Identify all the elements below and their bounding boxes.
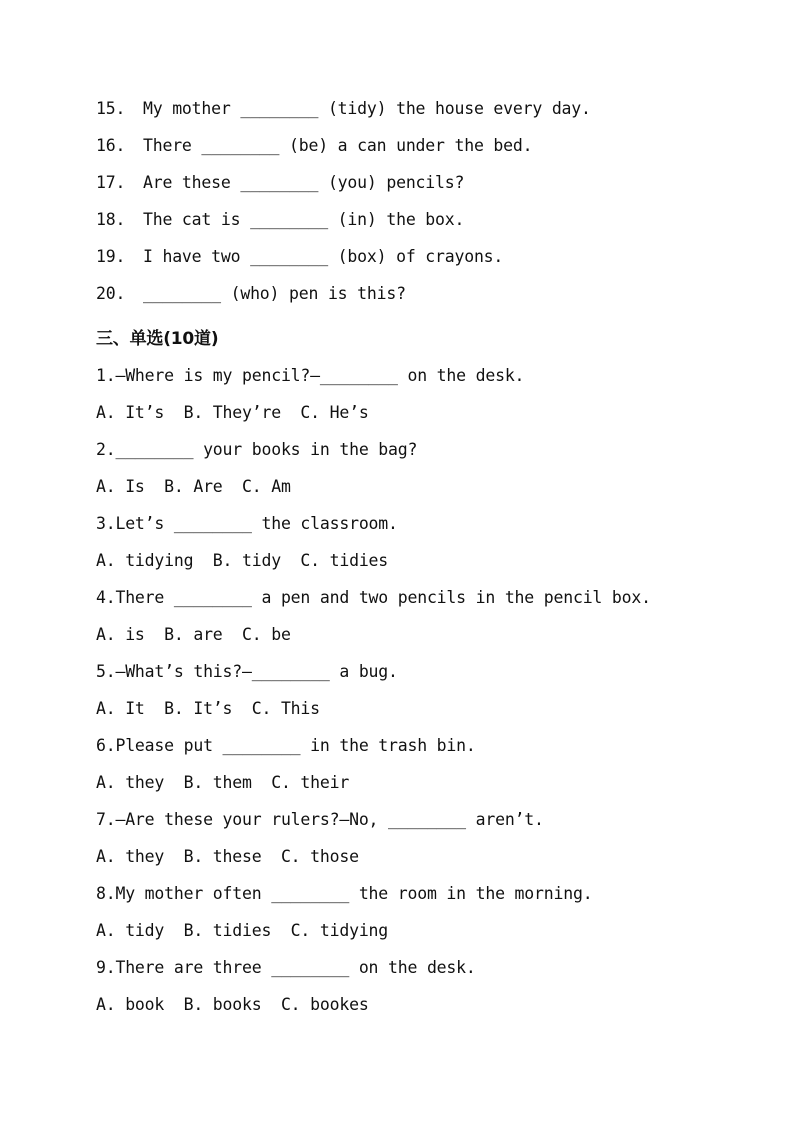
choice-question-5: 5.—What’s this?—________ a bug. — [96, 662, 398, 681]
item-number: 15. — [96, 99, 126, 118]
choice-question-4: 4.There ________ a pen and two pencils in the pencil box. — [96, 588, 651, 607]
item-text: ________ (who) pen is this? — [143, 284, 406, 303]
item-number: 18. — [96, 210, 126, 229]
choice-options-5: A. It B. It’s C. This — [96, 699, 320, 718]
fill-in-item-19 — [96, 242, 716, 279]
choice-options-7: A. they B. these C. those — [96, 847, 359, 866]
section-title: 三、单选(10道) — [96, 329, 219, 349]
choice-question-2: 2.________ your books in the bag? — [96, 440, 418, 459]
choice-options-2: A. Is B. Are C. Am — [96, 477, 291, 496]
fill-in-item-18 — [96, 205, 716, 242]
fill-in-item-15 — [96, 94, 716, 131]
worksheet-page — [96, 94, 716, 1027]
item-text: Are these ________ (you) pencils? — [143, 173, 465, 192]
choice-options-9: A. book B. books C. bookes — [96, 995, 369, 1014]
item-number: 17. — [96, 173, 126, 192]
choice-options-6: A. they B. them C. their — [96, 773, 350, 792]
choice-options-8: A. tidy B. tidies C. tidying — [96, 921, 389, 940]
item-number: 20. — [96, 284, 126, 303]
fill-in-item-20 — [96, 279, 716, 316]
choice-question-3: 3.Let’s ________ the classroom. — [96, 514, 398, 533]
choice-options-1: A. It’s B. They’re C. He’s — [96, 403, 369, 422]
choice-question-8: 8.My mother often ________ the room in the morning. — [96, 884, 593, 903]
choice-question-9: 9.There are three ________ on the desk. — [96, 958, 476, 977]
choice-options-4: A. is B. are C. be — [96, 625, 291, 644]
choice-question-6: 6.Please put ________ in the trash bin. — [96, 736, 476, 755]
fill-in-item-16 — [96, 131, 716, 168]
item-text: There ________ (be) a can under the bed. — [143, 136, 533, 155]
item-text: The cat is ________ (in) the box. — [143, 210, 465, 229]
item-text: I have two ________ (box) of crayons. — [143, 247, 504, 266]
item-number: 16. — [96, 136, 126, 155]
item-text: My mother ________ (tidy) the house every day. — [143, 99, 591, 118]
item-number: 19. — [96, 247, 126, 266]
choice-question-7: 7.—Are these your rulers?—No, ________ aren’t. — [96, 810, 544, 829]
choice-options-3: A. tidying B. tidy C. tidies — [96, 551, 389, 570]
fill-in-item-17 — [96, 168, 716, 205]
choice-question-1: 1.—Where is my pencil?—________ on the desk. — [96, 366, 525, 385]
